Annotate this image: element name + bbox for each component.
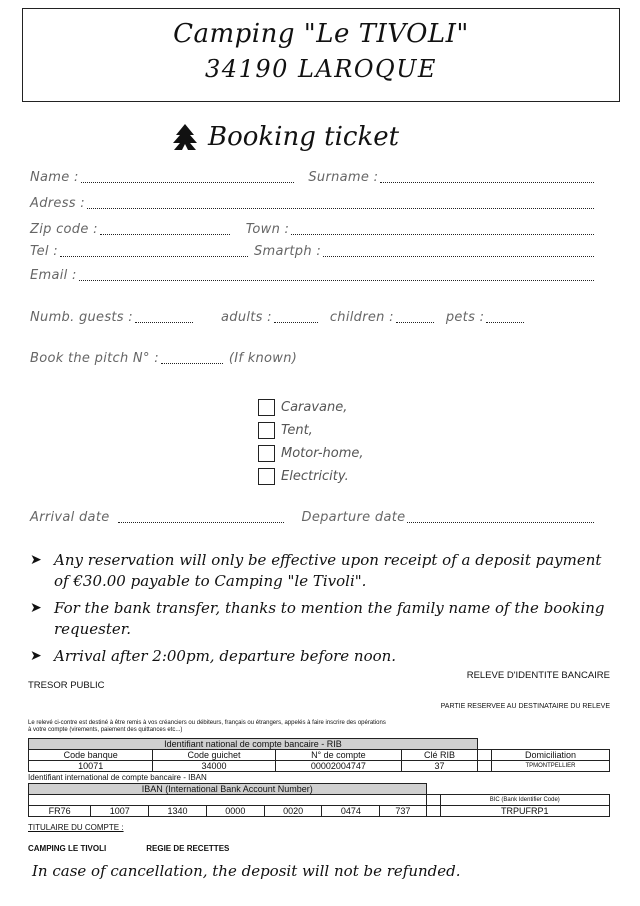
rib-col: Clé RIB	[402, 750, 478, 761]
guests-field[interactable]	[135, 311, 193, 323]
town-field[interactable]	[291, 223, 594, 235]
pitch-field[interactable]	[161, 352, 223, 364]
note-text: For the bank transfer, thanks to mention the family name of the booking requester.	[54, 599, 605, 638]
cancellation-note: In case of cancellation, the deposit will not be refunded.	[32, 862, 461, 880]
ticket-title	[170, 122, 399, 152]
departure-field[interactable]	[407, 511, 594, 523]
option-label: Electricity.	[281, 469, 349, 484]
arrival-field[interactable]	[118, 511, 284, 523]
holder-regie: REGIE DE RECETTES	[146, 844, 230, 853]
tel-label: Tel :	[30, 244, 58, 259]
rib-subtitle: PARTIE RESERVEE AU DESTINATAIRE DU RELEVE	[440, 703, 610, 710]
email-label: Email :	[30, 268, 77, 283]
iban-val: 0000	[206, 806, 264, 817]
adults-label: adults :	[221, 310, 272, 325]
tel-field[interactable]	[60, 245, 248, 257]
name-field[interactable]	[81, 171, 295, 183]
rib-val: TPMONTPELLIER	[491, 761, 609, 772]
pitch-label: Book the pitch N° :	[30, 351, 159, 366]
rib-table-header: Identifiant national de compte bancaire - RIB	[29, 739, 478, 750]
bic-val: TRPUFRP1	[440, 806, 609, 817]
holder-title: TITULAIRE DU COMPTE :	[28, 823, 124, 832]
children-field[interactable]	[396, 311, 434, 323]
rib-col: Code banque	[29, 750, 153, 761]
checkbox[interactable]	[258, 445, 275, 462]
arrow-icon: ➤	[30, 600, 42, 616]
bic-label: BIC (Bank Identifier Code)	[440, 795, 609, 806]
iban-table	[28, 783, 610, 817]
iban-val: 0474	[322, 806, 380, 817]
arrow-icon: ➤	[30, 552, 42, 568]
holder-name: CAMPING LE TIVOLI	[28, 844, 107, 853]
smartphone-field[interactable]	[323, 245, 594, 257]
checkbox[interactable]	[258, 422, 275, 439]
iban-val: 1340	[149, 806, 207, 817]
pets-field[interactable]	[486, 311, 524, 323]
zip-field[interactable]	[100, 223, 230, 235]
children-label: children :	[329, 310, 394, 325]
rib-table	[28, 738, 610, 772]
pitch-row	[30, 351, 600, 366]
rib-col: Code guichet	[153, 750, 275, 761]
rib-val: 10071	[29, 761, 153, 772]
rib-left-title: TRESOR PUBLIC	[28, 680, 105, 691]
iban-val: 737	[380, 806, 426, 817]
booking-notes	[30, 550, 620, 673]
zip-label: Zip code :	[30, 222, 98, 237]
iban-table-header: IBAN (International Bank Account Number)	[29, 784, 427, 795]
tent-tree-icon	[170, 123, 200, 151]
rib-val: 34000	[153, 761, 275, 772]
ticket-title-text: Booking ticket	[208, 122, 400, 152]
dates-row	[30, 510, 600, 525]
departure-label: Departure date	[301, 510, 406, 525]
option-tent[interactable]	[258, 419, 364, 442]
iban-val: 1007	[91, 806, 149, 817]
note-text: Arrival after 2:00pm, departure before noon.	[54, 647, 397, 665]
name-row	[30, 170, 600, 185]
iban-label: Identifiant international de compte bancaire - IBAN	[28, 773, 207, 782]
header-box	[22, 8, 620, 102]
checkbox[interactable]	[258, 399, 275, 416]
iban-val: 0020	[264, 806, 322, 817]
camping-address: 34190 LAROQUE	[205, 55, 437, 83]
accommodation-options	[258, 396, 364, 488]
note-text: Any reservation will only be effective upon receipt of a deposit payment of €30.00 payable to Camping "le Tivoli".	[54, 551, 602, 590]
rib-val: 37	[402, 761, 478, 772]
camping-name: Camping "Le TIVOLI"	[173, 19, 469, 49]
option-electricity[interactable]	[258, 465, 364, 488]
email-row	[30, 268, 600, 283]
phone-row	[30, 244, 600, 259]
option-caravan[interactable]	[258, 396, 364, 419]
name-label: Name :	[30, 170, 79, 185]
arrow-icon: ➤	[30, 648, 42, 664]
town-label: Town :	[245, 222, 290, 237]
option-label: Motor-home,	[281, 446, 364, 461]
note-item	[30, 598, 620, 640]
bank-details	[28, 670, 610, 853]
option-label: Tent,	[281, 423, 313, 438]
pets-label: pets :	[445, 310, 485, 325]
rib-disclaimer: Le relevé ci-contre est destiné à être remis à vos créanciers ou débiteurs, français ou étrangers, appelés à faire inscrire des opérations à votre compte (virements, paiement des quittances etc...)	[28, 720, 386, 733]
adults-field[interactable]	[274, 311, 318, 323]
note-item	[30, 550, 620, 592]
rib-val: 00002004747	[275, 761, 401, 772]
address-label: Adress :	[30, 196, 85, 211]
guests-label: Numb. guests :	[30, 310, 133, 325]
arrival-label: Arrival date	[30, 510, 110, 525]
pitch-note: (If known)	[228, 351, 298, 366]
checkbox[interactable]	[258, 468, 275, 485]
rib-top	[28, 670, 610, 691]
email-field[interactable]	[79, 269, 594, 281]
address-row	[30, 196, 600, 211]
address-field[interactable]	[87, 197, 594, 209]
guests-row	[30, 310, 600, 325]
option-motor-home[interactable]	[258, 442, 364, 465]
surname-label: Surname :	[308, 170, 379, 185]
note-item	[30, 646, 620, 667]
iban-val: FR76	[29, 806, 91, 817]
rib-col: N° de compte	[275, 750, 401, 761]
smartphone-label: Smartph :	[253, 244, 321, 259]
option-label: Caravane,	[281, 400, 348, 415]
holder	[28, 844, 610, 853]
surname-field[interactable]	[380, 171, 594, 183]
rib-right-title: RELEVE D'IDENTITE BANCAIRE	[466, 670, 610, 681]
zip-town-row	[30, 222, 600, 237]
rib-col: Domiciliation	[491, 750, 609, 761]
